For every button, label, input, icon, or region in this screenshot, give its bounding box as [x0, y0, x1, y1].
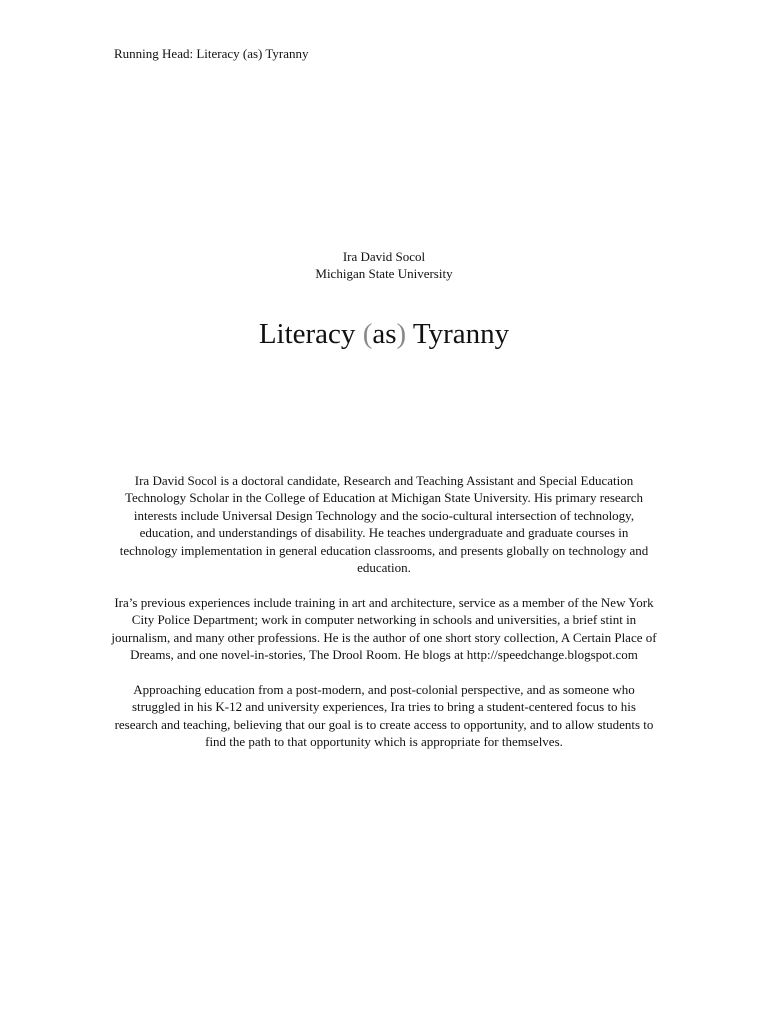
running-head: Running Head: Literacy (as) Tyranny [114, 46, 309, 61]
title-open-paren: ( [362, 318, 373, 350]
author-bio [110, 472, 658, 768]
bio-paragraph: Ira’s previous experiences include training in art and architecture, service as a member of the New York City Police Department; work in computer networking in schools and universities, a brief stint in journalism, and many other professions. He is the author of one short story collection, A Certain Place of Dreams, and one novel-in-stories, The Drool Room. He blogs at http://speedchange.blogspot.com [111, 594, 657, 663]
title-middle: as [372, 318, 397, 350]
title-prefix: Literacy [258, 318, 363, 350]
title-suffix: Tyranny [406, 318, 510, 350]
author-block [0, 248, 768, 282]
bio-paragraph: Ira David Socol is a doctoral candidate, Research and Teaching Assistant and Special Education Technology Scholar in the College of Education at Michigan State University. His primary research interests include Universal Design Technology and the socio-cultural intersection of technology, education, and understandings of disability. He teaches undergraduate and graduate courses in technology implementation in general education classrooms, and presents globally on technology and education. [119, 473, 649, 576]
title-close-paren: ) [396, 318, 407, 350]
document-title [0, 316, 768, 352]
author-name: Ira David Socol [342, 249, 426, 264]
bio-paragraph: Approaching education from a post-modern, and post-colonial perspective, and as someone who struggled in his K-12 and university experiences, Ira tries to bring a student-centered focus to his research and teaching, believing that our goal is to create access to opportunity, and to allow students to find the path to that opportunity which is appropriate for themselves. [114, 681, 654, 750]
author-affiliation: Michigan State University [315, 266, 453, 281]
